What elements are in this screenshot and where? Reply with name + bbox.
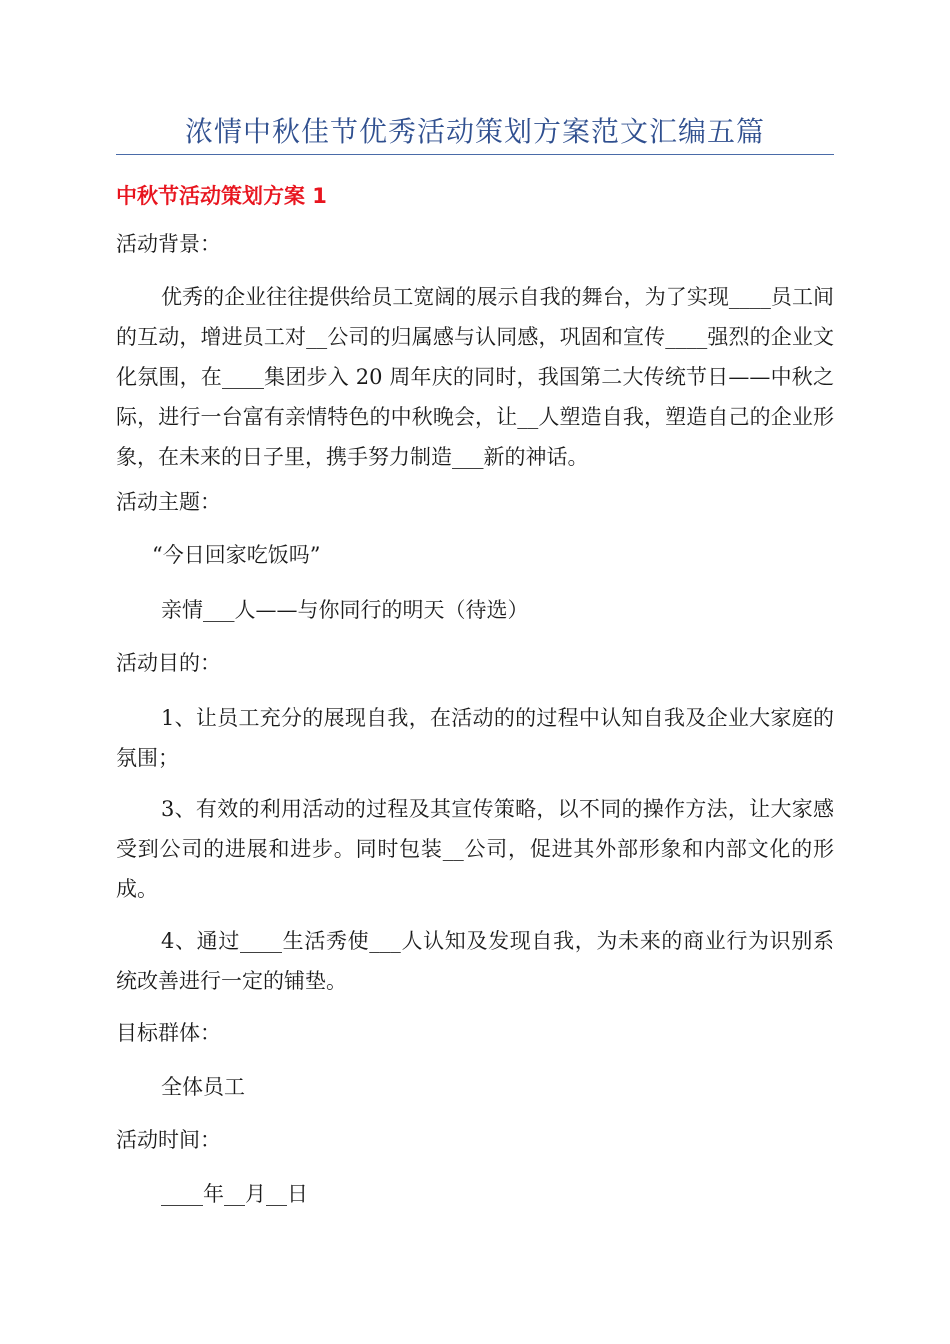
time-value: ____年__月__日 (161, 1182, 308, 1206)
purpose-label: 活动目的： (116, 651, 221, 675)
purpose-item-1: 1、让员工充分的展现自我，在活动的的过程中认知自我及企业大家庭的氛围； (116, 706, 834, 770)
section-heading: 中秋节活动策划方案 1 (116, 184, 327, 208)
theme-line-1: “今日回家吃饭吗” (152, 543, 321, 567)
time-label: 活动时间： (116, 1128, 221, 1152)
purpose-item-4: 4、通过____生活秀使___人认知及发现自我，为未来的商业行为识别系统改善进行一定的铺垫。 (116, 929, 834, 993)
audience-value: 全体员工 (161, 1075, 245, 1099)
title-underline (116, 154, 834, 155)
theme-line-2: 亲情___人——与你同行的明天（待选） (161, 598, 529, 622)
document-title: 浓情中秋佳节优秀活动策划方案范文汇编五篇 (184, 115, 765, 148)
background-paragraph: 优秀的企业往往提供给员工宽阔的展示自我的舞台，为了实现____员工间的互动，增进员工对__公司的归属感与认同感，巩固和宣传____强烈的企业文化氛围，在____集团步入 20 周年庆的同时，我国第二大传统节日——中秋之际，进行一台富有亲情特色的中秋晚会，让__人塑造自我，塑造自己的企业形象，在未来的日子里，携手努力制造___新的神话。 (116, 285, 834, 469)
purpose-item-3: 3、有效的利用活动的过程及其宣传策略，以不同的操作方法，让大家感受到公司的进展和进步。同时包装__公司，促进其外部形象和内部文化的形成。 (116, 797, 834, 901)
audience-label: 目标群体： (116, 1021, 221, 1045)
background-label: 活动背景： (116, 232, 221, 256)
theme-label: 活动主题： (116, 490, 221, 514)
